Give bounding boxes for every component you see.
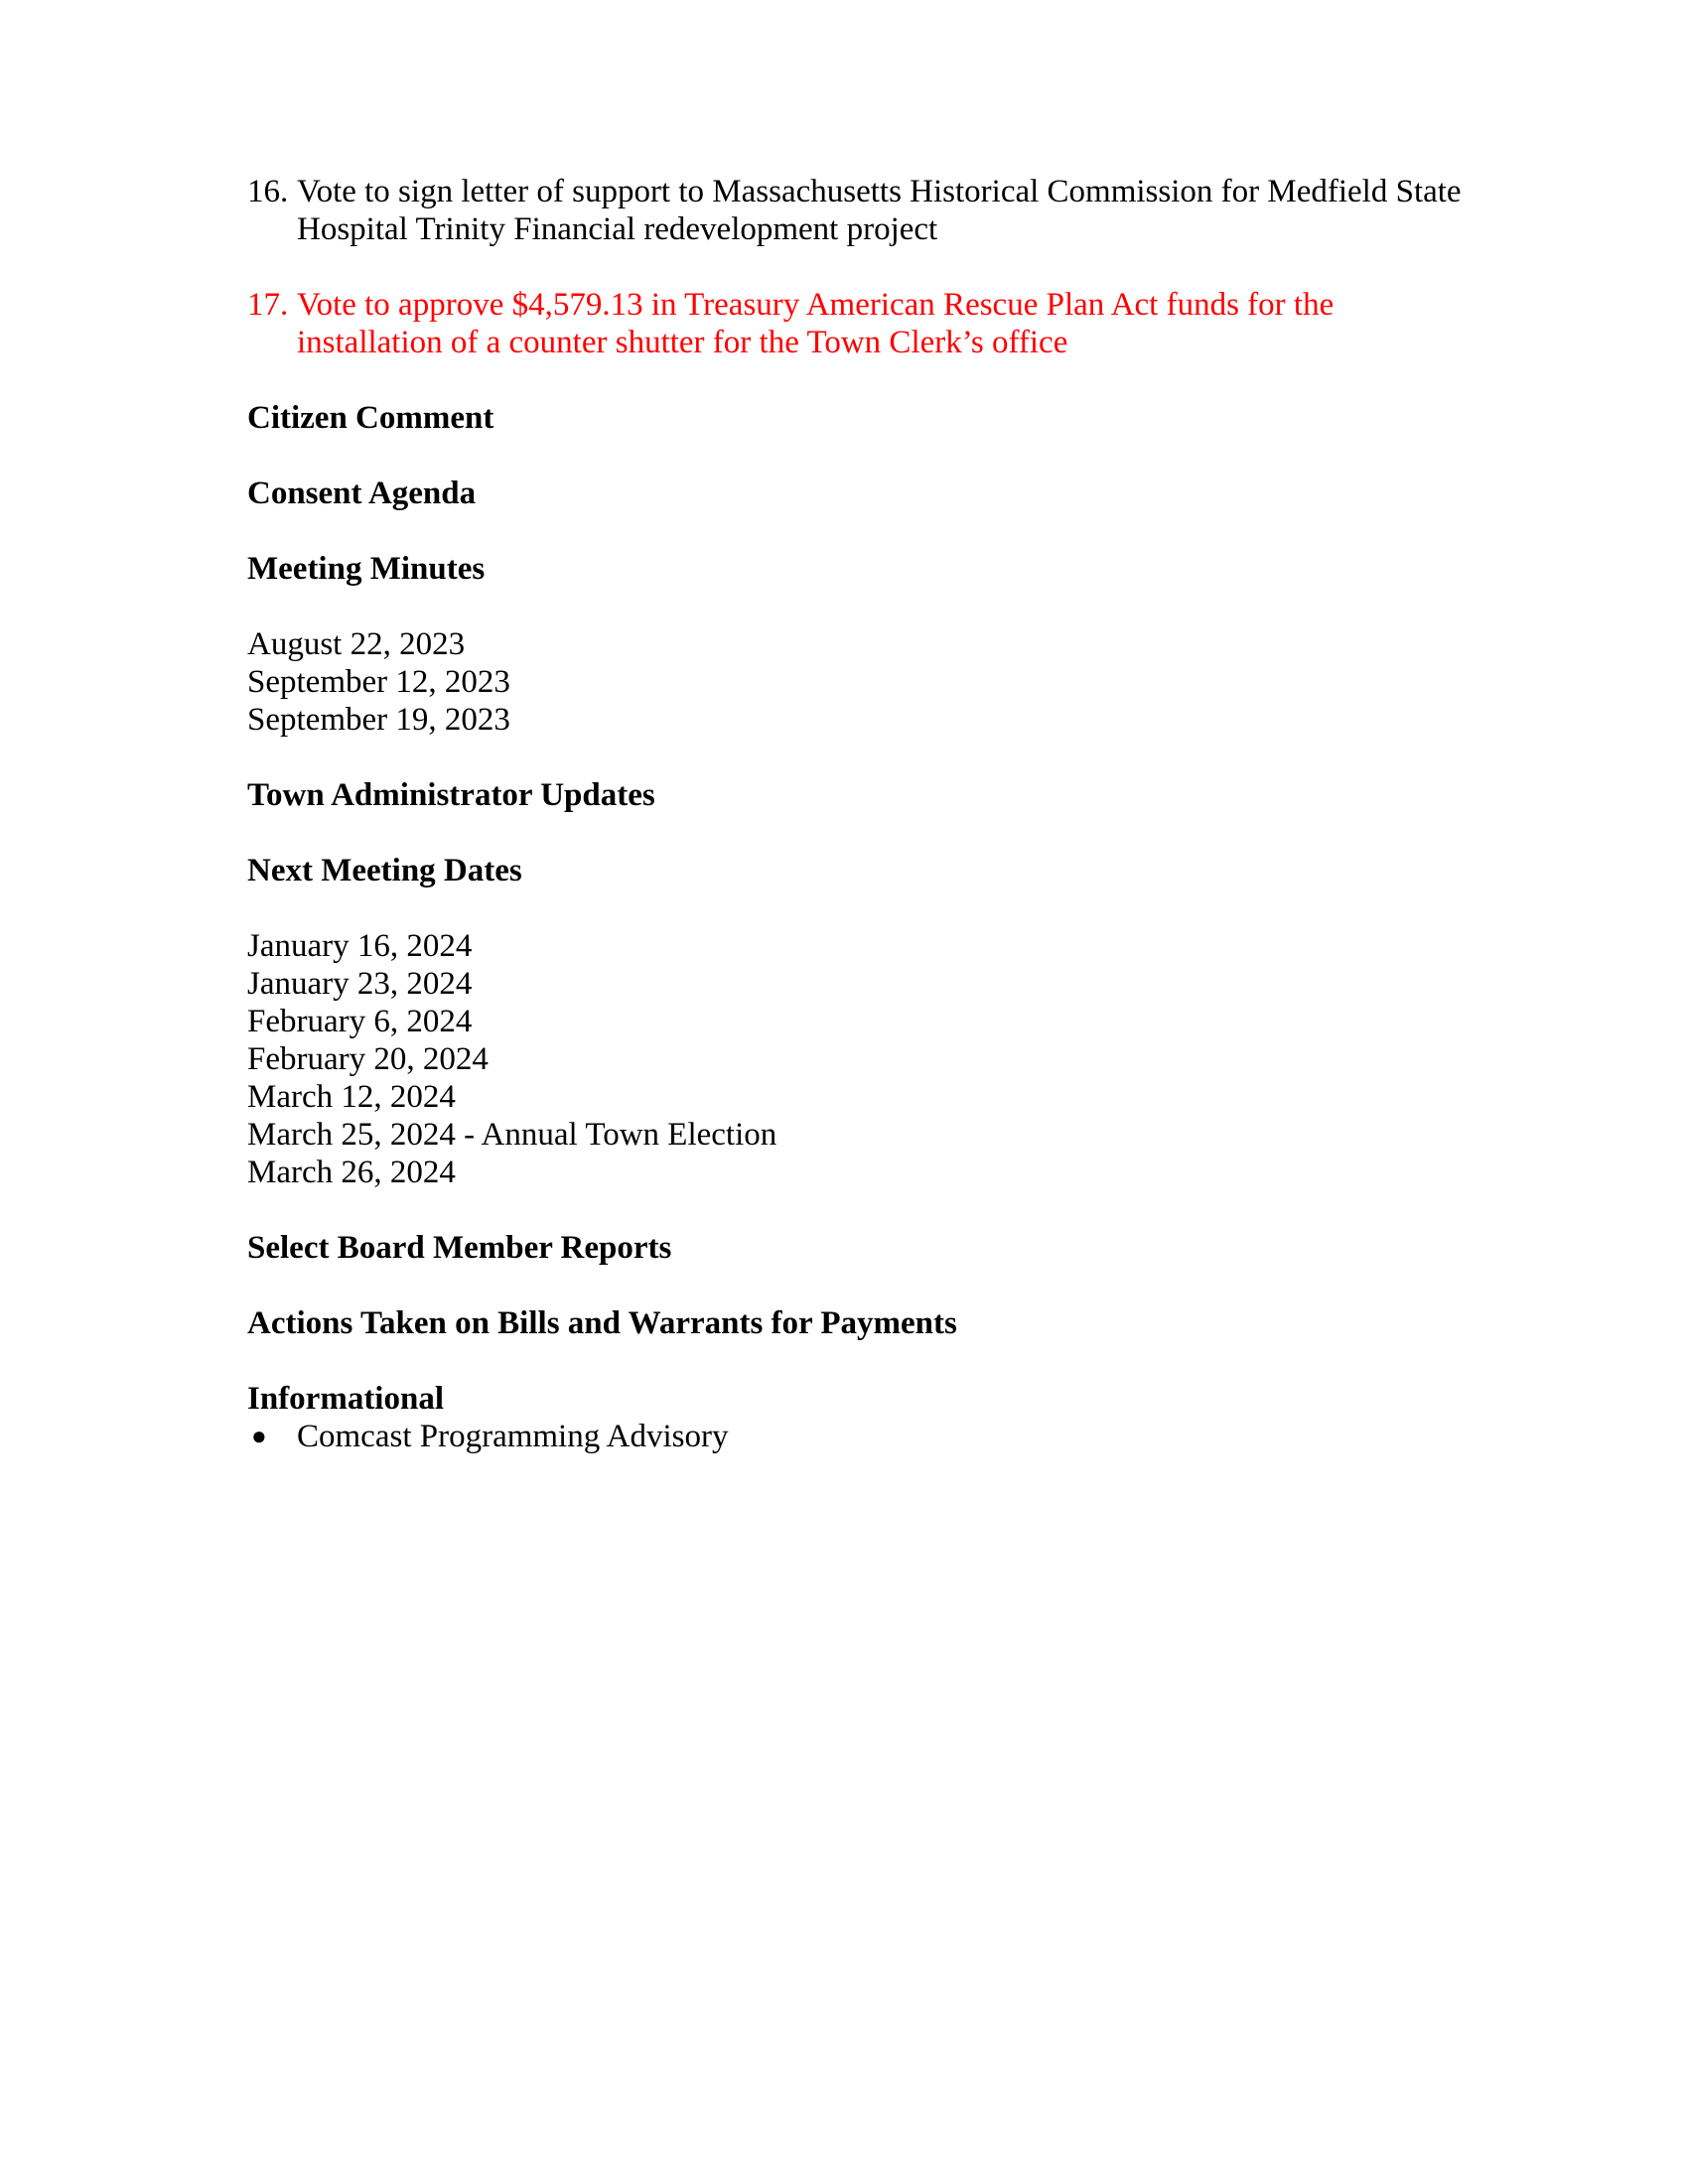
agenda-item-number: 17.	[247, 287, 289, 323]
meeting-date: January 16, 2024	[247, 928, 473, 964]
next-meeting-date-list	[247, 927, 1538, 1191]
minutes-date: August 22, 2023	[247, 626, 466, 662]
meeting-date: March 26, 2024	[247, 1155, 456, 1190]
agenda-item-text: Vote to sign letter of support to Massachusetts Historical Commission for Medfield State Hospital Trinity Financial redevelopment project	[297, 174, 1462, 247]
next-meeting-dates-heading: Next Meeting Dates	[247, 853, 522, 888]
minutes-date: September 12, 2023	[247, 664, 510, 700]
town-administrator-updates-heading: Town Administrator Updates	[247, 777, 655, 813]
agenda-item-number: 16.	[247, 174, 289, 209]
minutes-date: September 19, 2023	[247, 702, 510, 738]
consent-agenda-heading: Consent Agenda	[247, 476, 477, 511]
meeting-date: March 12, 2024	[247, 1079, 456, 1115]
meeting-date: March 25, 2024 - Annual Town Election	[247, 1117, 777, 1153]
select-board-member-reports-heading: Select Board Member Reports	[247, 1230, 672, 1266]
informational-list-item	[247, 1418, 1538, 1455]
agenda-item-17	[247, 286, 1409, 361]
meeting-minutes-heading: Meeting Minutes	[247, 551, 486, 587]
meeting-date: January 23, 2024	[247, 966, 473, 1002]
meeting-date: February 6, 2024	[247, 1004, 473, 1039]
actions-taken-heading: Actions Taken on Bills and Warrants for Payments	[247, 1305, 957, 1341]
agenda-item-text: Vote to approve $4,579.13 in Treasury American Rescue Plan Act funds for the installation of a counter shutter for the Town Clerk’s office	[297, 287, 1335, 360]
minutes-date-list	[247, 625, 1538, 739]
meeting-date: February 20, 2024	[247, 1041, 489, 1077]
citizen-comment-heading: Citizen Comment	[247, 400, 494, 436]
agenda-content	[247, 173, 1538, 1455]
informational-item-text: Comcast Programming Advisory	[297, 1419, 729, 1454]
informational-heading: Informational	[247, 1381, 444, 1417]
bullet-icon: ●	[251, 1422, 267, 1450]
agenda-item-16	[247, 173, 1540, 248]
